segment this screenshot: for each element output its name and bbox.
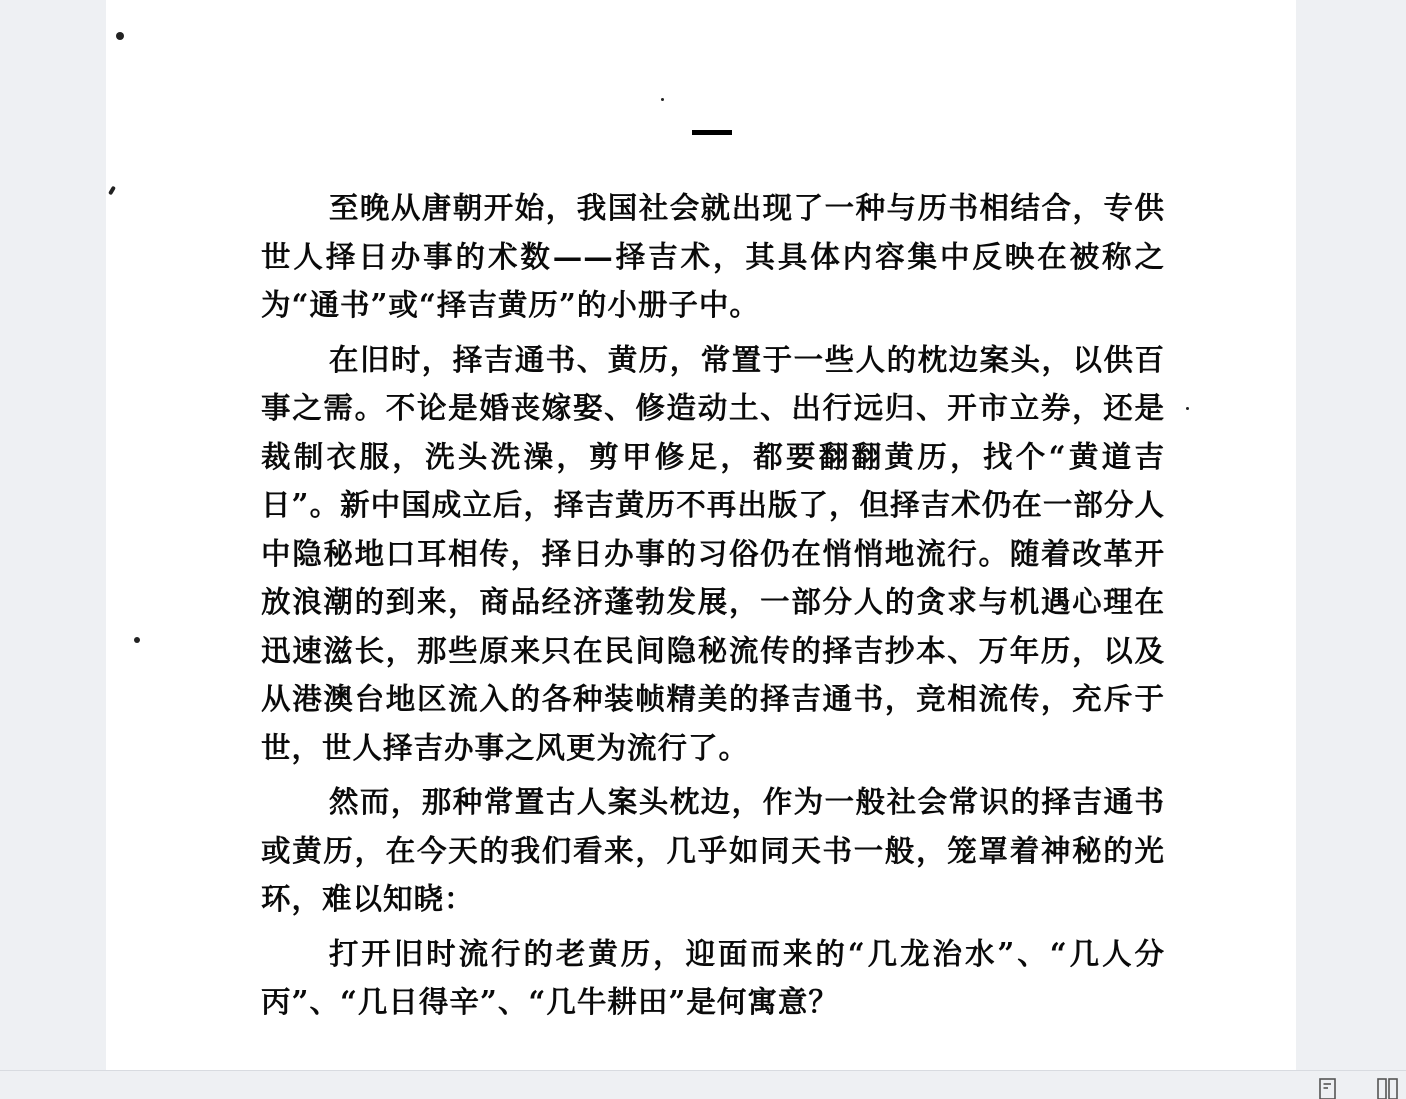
body-text [261, 184, 1165, 1033]
scan-speck [661, 98, 664, 101]
paragraph-3: 然而，那种常置古人案头枕边，作为一般社会常识的择吉通书或黄历，在今天的我们看来，几乎如同天书一般，笼罩着神秘的光环，难以知晓： [261, 784, 1165, 916]
single-page-view-icon[interactable] [1316, 1077, 1340, 1099]
scanned-page [106, 0, 1296, 1070]
scan-speck [116, 32, 124, 40]
chapter-number-mark [692, 130, 732, 135]
two-page-view-icon[interactable] [1376, 1077, 1400, 1099]
scan-speck [134, 637, 140, 643]
scan-speck [1186, 407, 1189, 410]
scan-speck [108, 186, 116, 196]
paragraph-1: 至晚从唐朝开始，我国社会就出现了一种与历书相结合，专供世人择日办事的术数——择吉术，其具体内容集中反映在被称之为“通书”或“择吉黄历”的小册子中。 [261, 190, 1165, 322]
paragraph-2: 在旧时，择吉通书、黄历，常置于一些人的枕边案头，以供百事之需。不论是婚丧嫁娶、修造动土、出行远归、开市立券，还是裁制衣服，洗头洗澡，剪甲修足，都要翻翻黄历，找个“黄道吉日”。新中国成立后，择吉黄历不再出版了，但择吉术仍在一部分人中隐秘地口耳相传，择日办事的习俗仍在悄悄地流行。随着改革开放浪潮的到来，商品经济蓬勃发展，一部分人的贪求与机遇心理在迅速滋长，那些原来只在民间隐秘流传的择吉抄本、万年历，以及从港澳台地区流入的各种装帧精美的择吉通书，竞相流传，充斥于世，世人择吉办事之风更为流行了。 [261, 341, 1165, 765]
status-bar [0, 1070, 1406, 1099]
paragraph-4: 打开旧时流行的老黄历，迎面而来的“几龙治水”、“几人分丙”、“几日得辛”、“几牛耕田”是何寓意？ [261, 935, 1165, 1019]
